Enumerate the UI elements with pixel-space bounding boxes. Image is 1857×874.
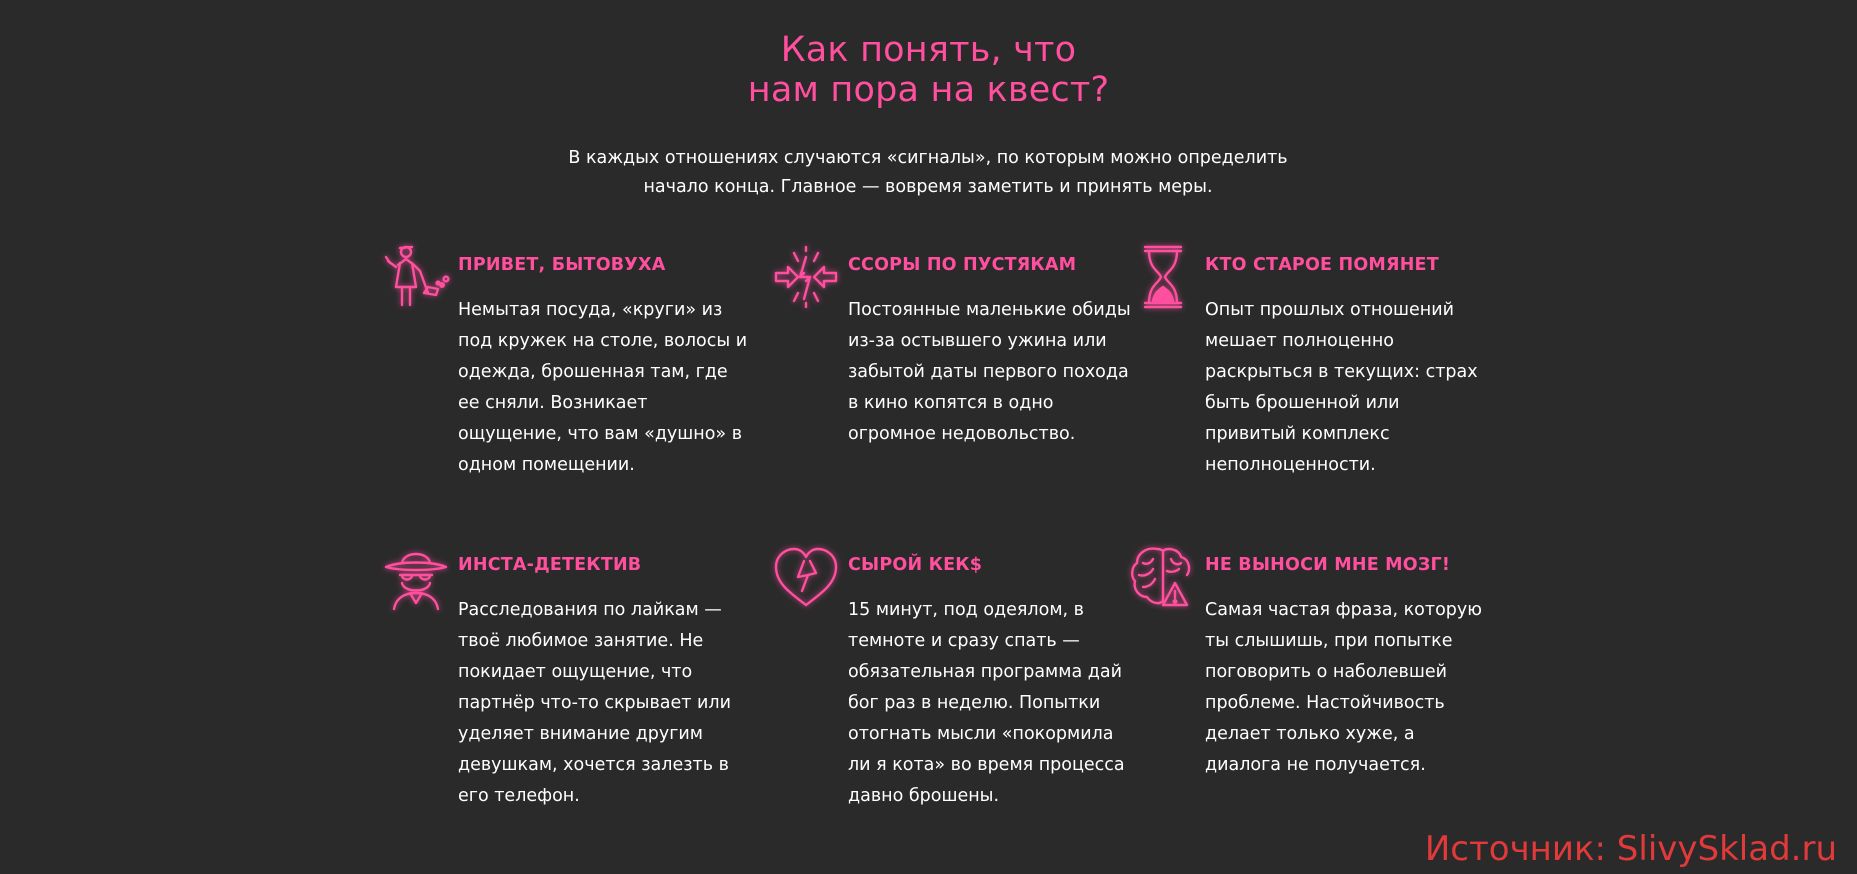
card-heading: ССОРЫ ПО ПУСТЯКАМ xyxy=(848,255,1077,275)
page-title-line2: нам пора на квест? xyxy=(747,70,1110,110)
hourglass-icon xyxy=(1127,243,1199,315)
page-title-line1: Как понять, что xyxy=(780,30,1077,70)
brain-warning-icon xyxy=(1127,543,1199,615)
card-text: Опыт прошлых отношений мешает полноценно раскрыться в текущих: страх быть брошенной или привитый комплекс неполноценности. xyxy=(1205,300,1478,475)
source-watermark: Источник: SlivySklad.ru xyxy=(1424,829,1837,869)
lead-text xyxy=(528,144,1328,202)
card-text: Постоянные маленькие обиды из-за остывшего ужина или забытой даты первого похода в кино копятся в одно огромное недовольство. xyxy=(848,300,1131,444)
card-text: Расследования по лайкам — твоё любимое занятие. Не покидает ощущение, что партнёр что-то скрывает или уделяет внимание другим девушкам, хочется залезть в его телефон. xyxy=(458,600,731,806)
card-text: Немытая посуда, «круги» из под кружек на столе, волосы и одежда, брошенная там, где ее сняли. Возникает ощущение, что вам «душно» в одном помещении. xyxy=(458,300,748,475)
page-title xyxy=(0,30,1857,110)
card-text: Самая частая фраза, которую ты слышишь, при попытке поговорить о наболевшей проблеме. Настойчивость делает только хуже, а диалога не получается. xyxy=(1205,600,1482,775)
broken-heart-icon xyxy=(770,543,842,615)
card-heading: ПРИВЕТ, БЫТОВУХА xyxy=(458,255,666,275)
card-heading: СЫРОЙ КЕК$ xyxy=(848,555,983,575)
lead-line2: начало конца. Главное — вовремя заметить и принять меры. xyxy=(643,177,1213,197)
broom-woman-icon xyxy=(380,243,452,315)
card-heading: ИНСТА-ДЕТЕКТИВ xyxy=(458,555,642,575)
lead-line1: В каждых отношениях случаются «сигналы», по которым можно определить xyxy=(568,148,1288,168)
card-heading: НЕ ВЫНОСИ МНЕ МОЗГ! xyxy=(1205,555,1451,575)
card-text: 15 минут, под одеялом, в темноте и сразу спать — обязательная программа дай бог раз в неделю. Попытки отогнать мысли «покормила ли я кота» во время процесса давно брошены. xyxy=(848,600,1125,806)
card-heading: КТО СТАРОЕ ПОМЯНЕТ xyxy=(1205,255,1439,275)
spy-detective-icon xyxy=(380,543,452,615)
lightning-arrows-icon xyxy=(770,243,842,315)
